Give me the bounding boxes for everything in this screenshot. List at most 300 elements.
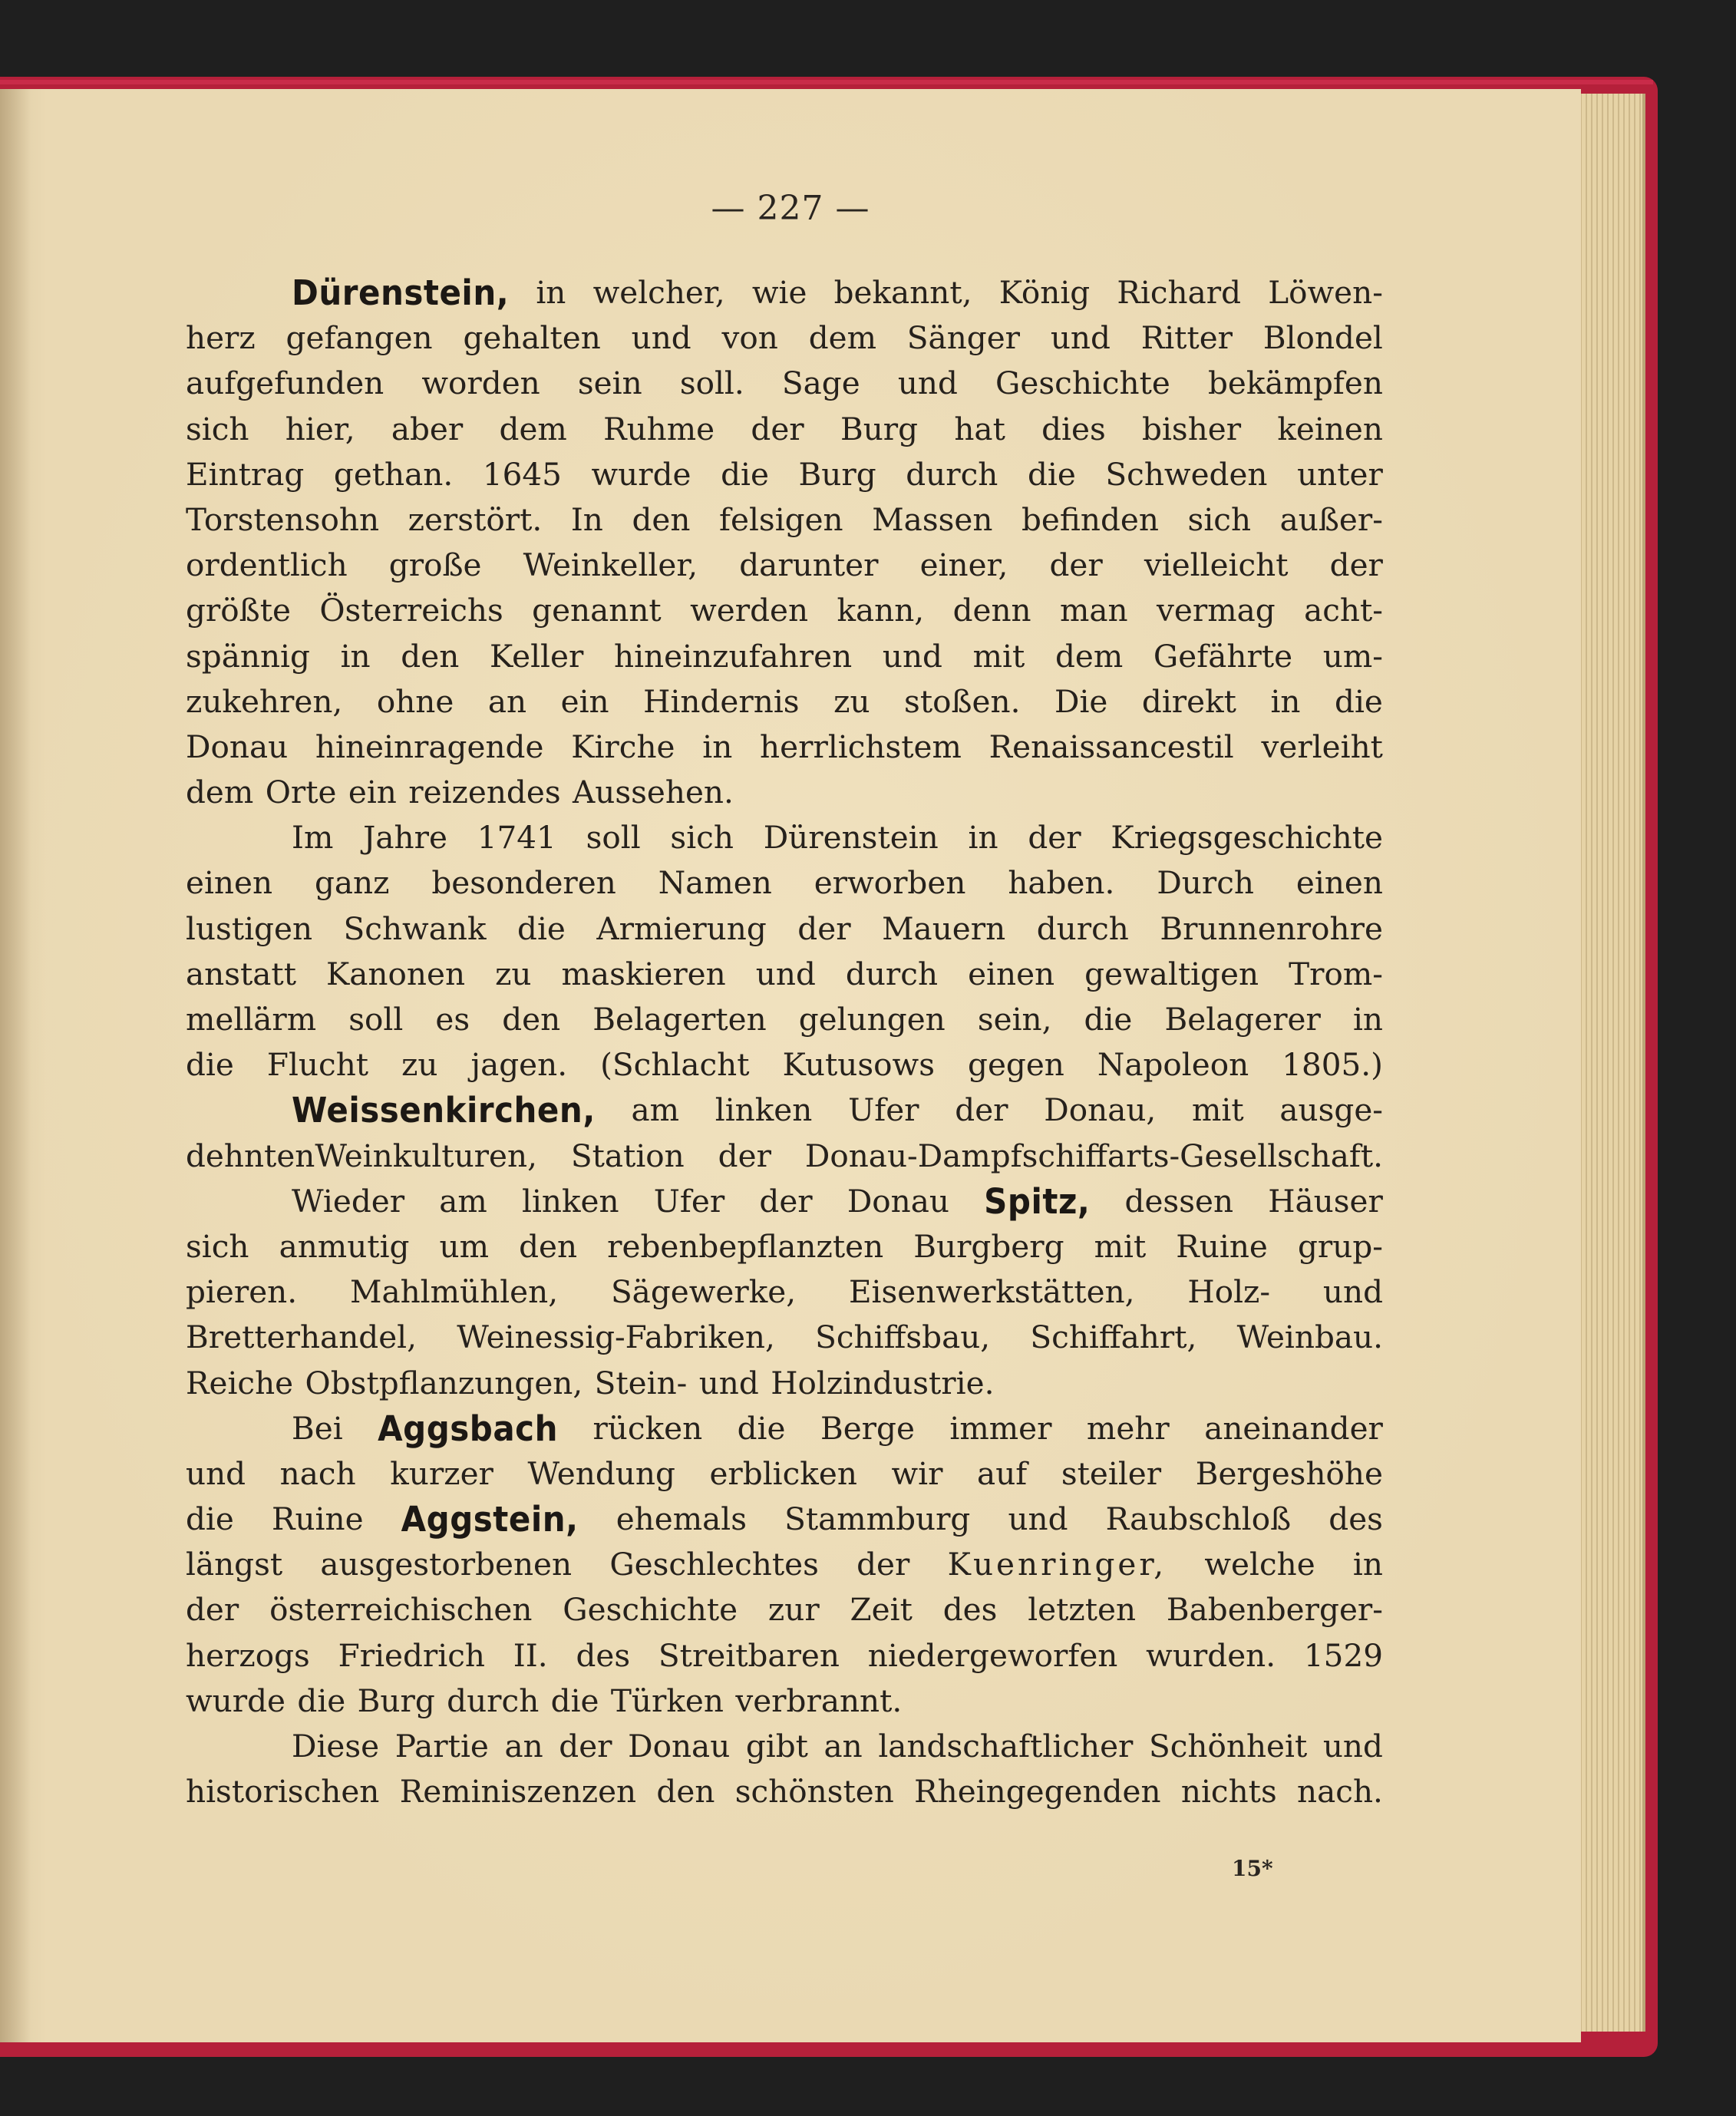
word: Orte	[265, 774, 337, 811]
word: Kanonen	[326, 955, 466, 992]
word: kurzer	[390, 1454, 493, 1492]
word: Gefährte	[1153, 637, 1293, 675]
word: welche	[1204, 1546, 1315, 1583]
word: verleiht	[1261, 728, 1383, 765]
word: Mahlmühlen,	[349, 1273, 559, 1311]
word: durch	[906, 455, 998, 493]
word: Schweden	[1105, 455, 1268, 493]
word: in	[968, 819, 998, 857]
text-line	[186, 1315, 1383, 1360]
word: stoßen.	[904, 682, 1021, 720]
word: Diese	[292, 1728, 380, 1764]
word: Streitbaren	[658, 1636, 840, 1674]
word: sich	[186, 1227, 249, 1265]
word: wie	[751, 274, 807, 311]
word: Burg	[798, 455, 876, 493]
word: vermag	[1157, 592, 1276, 629]
text-line	[186, 1451, 1383, 1497]
word: sich	[186, 410, 249, 447]
word: große	[388, 546, 482, 584]
word: gelungen	[798, 1001, 946, 1038]
word: in	[1352, 1001, 1383, 1038]
word: Flucht	[266, 1046, 369, 1084]
word: immer	[949, 1409, 1052, 1447]
word: Dürenstein	[763, 819, 939, 857]
word: pieren.	[186, 1273, 298, 1311]
word: einen	[1295, 864, 1383, 902]
word: an	[504, 1728, 543, 1764]
word: auf	[977, 1454, 1028, 1492]
word: haben.	[1008, 864, 1115, 902]
word: Im	[292, 819, 334, 857]
word: rücken	[592, 1409, 703, 1447]
word: wurde	[591, 455, 691, 493]
word: Wieder	[292, 1182, 405, 1220]
word: Stammburg	[784, 1500, 971, 1538]
text-line	[186, 1088, 1383, 1133]
word: Brunnenrohre	[1160, 909, 1383, 947]
word: II.	[513, 1636, 548, 1674]
word: letzten	[1028, 1591, 1137, 1629]
word: ehemals	[616, 1500, 747, 1538]
word: welcher,	[592, 274, 725, 311]
word: jagen.	[470, 1046, 568, 1084]
text-line	[186, 1724, 1383, 1769]
word: Bei	[292, 1409, 343, 1447]
word: grup-	[1297, 1227, 1383, 1265]
word: landschaftlicher	[878, 1728, 1134, 1764]
word: denn	[952, 592, 1031, 629]
word: um-	[1322, 637, 1383, 675]
text-line	[186, 1497, 1383, 1542]
word: zur	[767, 1591, 820, 1629]
word: gegen	[968, 1046, 1064, 1084]
word: des	[576, 1636, 631, 1674]
word: nach.	[1297, 1773, 1383, 1811]
word: und	[1008, 1500, 1068, 1538]
word: außer-	[1279, 500, 1383, 538]
word: gethan.	[333, 455, 454, 493]
word: in	[1270, 682, 1301, 720]
word: der	[1028, 819, 1081, 857]
place-name: Aggsbach	[378, 1408, 558, 1449]
word: Schwank	[343, 909, 487, 947]
word: den	[519, 1227, 578, 1265]
gutter-shadow	[0, 89, 31, 2042]
word: aber	[391, 410, 464, 447]
word: gehalten	[463, 319, 601, 357]
text-line	[186, 634, 1383, 679]
word: mit	[1094, 1227, 1147, 1265]
word: dem	[808, 319, 876, 357]
word: zu	[495, 955, 532, 992]
word: Schönheit	[1149, 1728, 1308, 1764]
word: Donau-Dampfschiffarts-Gesellschaft.	[804, 1137, 1383, 1174]
word: Kriegsgeschichte	[1111, 819, 1383, 857]
word: keinen	[1277, 410, 1383, 447]
word: historischen	[186, 1773, 380, 1811]
word: vielleicht	[1144, 546, 1289, 584]
word: Österreichs	[319, 592, 503, 629]
word: Türken	[610, 1682, 724, 1719]
text-line	[186, 543, 1383, 588]
word: zerstört.	[408, 500, 543, 538]
word: Richard	[1117, 274, 1242, 311]
word: der	[559, 1728, 612, 1764]
word: Durch	[1157, 864, 1254, 902]
word: dies	[1041, 410, 1106, 447]
word: mellärm	[186, 1001, 317, 1038]
word: Weinbau.	[1236, 1319, 1383, 1356]
word: um	[439, 1227, 490, 1265]
word: Geschlechtes	[609, 1546, 819, 1583]
word: Blondel	[1262, 319, 1383, 357]
word: sein	[577, 365, 642, 402]
word: Löwen-	[1268, 274, 1383, 311]
word: mit	[972, 637, 1025, 675]
word: österreichischen	[269, 1591, 533, 1629]
word: Namen	[658, 864, 772, 902]
text-line	[186, 860, 1383, 906]
word: unter	[1297, 455, 1383, 493]
word: Eisenwerkstätten,	[848, 1273, 1135, 1311]
word: einen	[186, 864, 273, 902]
word: Holz-	[1187, 1273, 1271, 1311]
word: Burg	[357, 1682, 435, 1719]
word: bekannt,	[833, 274, 972, 311]
word: befinden	[1021, 500, 1159, 538]
word: an	[823, 1728, 863, 1764]
word: größte	[186, 592, 291, 629]
word: gibt	[745, 1728, 808, 1764]
word: und	[631, 319, 691, 357]
word: acht-	[1304, 592, 1383, 629]
word: Geschichte	[563, 1591, 738, 1629]
word: und	[882, 637, 942, 675]
text-line	[186, 1769, 1383, 1814]
word: Ufer	[653, 1182, 725, 1220]
word: Eintrag	[186, 455, 305, 493]
word: herrlichstem	[760, 728, 962, 765]
word: darunter	[739, 546, 879, 584]
word: 1805.)	[1282, 1046, 1383, 1084]
word: wurden.	[1146, 1636, 1276, 1674]
word: Weinkeller,	[523, 546, 698, 584]
word: (Schlacht	[600, 1046, 750, 1084]
word: der	[186, 1591, 239, 1629]
text-line	[186, 588, 1383, 633]
word: Mauern	[882, 909, 1006, 947]
word: sich	[1187, 500, 1252, 538]
word: Jahre	[363, 819, 447, 857]
word: Partie	[394, 1728, 489, 1764]
word: Bergeshöhe	[1195, 1454, 1383, 1492]
word: Keller	[489, 637, 584, 675]
word: an	[487, 682, 527, 720]
word: man	[1060, 592, 1128, 629]
word: der	[797, 909, 851, 947]
word: mit	[1192, 1091, 1244, 1129]
word: linken	[715, 1091, 813, 1129]
text-line	[186, 270, 1383, 315]
text-line	[186, 315, 1383, 361]
text-line	[186, 997, 1383, 1042]
word: die	[550, 1682, 599, 1719]
word: gefangen	[285, 319, 433, 357]
word: Renaissancestil	[988, 728, 1234, 765]
word: die	[186, 1500, 234, 1538]
word: den	[632, 500, 691, 538]
word: einen	[968, 955, 1055, 992]
text-line	[186, 407, 1383, 452]
word: der	[1049, 546, 1103, 584]
word: in	[340, 637, 371, 675]
word: ausgestorbenen	[320, 1546, 573, 1583]
word: und	[186, 1454, 246, 1492]
text-line	[186, 725, 1383, 770]
word: dehntenWeinkulturen,	[186, 1137, 537, 1174]
word: der	[955, 1091, 1008, 1129]
word: Rheingegenden	[914, 1773, 1161, 1811]
word: wir	[891, 1454, 943, 1492]
word: erblicken	[709, 1454, 857, 1492]
word: hat	[954, 410, 1005, 447]
word: Schiffahrt,	[1030, 1319, 1197, 1356]
text-line	[186, 1134, 1383, 1179]
word: Geschichte	[995, 365, 1170, 402]
word: schönsten	[734, 1773, 894, 1811]
text-line	[186, 1406, 1383, 1451]
word: ausge-	[1279, 1091, 1383, 1129]
word: dem	[1054, 637, 1124, 675]
word: sich	[670, 819, 734, 857]
word: in	[1352, 1546, 1383, 1583]
word: soll.	[679, 365, 744, 402]
word: Aussehen.	[573, 774, 734, 811]
word: hineinragende	[315, 728, 544, 765]
word: Sägewerke,	[610, 1273, 797, 1311]
word: niedergeworfen	[867, 1636, 1118, 1674]
word: Schiffsbau,	[815, 1319, 991, 1356]
word: 1741	[477, 819, 556, 857]
word: den	[401, 637, 460, 675]
word: Berge	[820, 1409, 915, 1447]
text-line	[186, 1042, 1383, 1088]
text-line	[186, 1679, 1383, 1724]
word: des	[1328, 1500, 1383, 1538]
word: soll	[348, 1001, 404, 1038]
word: einer,	[919, 546, 1008, 584]
word: maskieren	[561, 955, 726, 992]
text-line	[186, 815, 1383, 860]
signature-mark: 15*	[1232, 1856, 1273, 1881]
word: Kutusows	[782, 1046, 935, 1084]
word: Napoleon	[1097, 1046, 1249, 1084]
word: Belagerten	[592, 1001, 767, 1038]
word: durch	[447, 1682, 540, 1719]
word: bekämpfen	[1208, 365, 1383, 402]
word: anmutig	[279, 1227, 410, 1265]
word: ein	[348, 774, 397, 811]
word: werden	[690, 592, 809, 629]
word: dessen	[1124, 1182, 1234, 1220]
word: wurde	[186, 1682, 286, 1719]
word: Reminiszenzen	[399, 1773, 637, 1811]
word: der	[718, 1137, 771, 1174]
word: Sänger	[906, 319, 1021, 357]
word: gewaltigen	[1084, 955, 1259, 992]
word: 1645	[482, 455, 562, 493]
word: Massen	[872, 500, 993, 538]
page-number: — 227 —	[711, 189, 870, 228]
word: Station	[570, 1137, 685, 1174]
word: Zeit	[850, 1591, 913, 1629]
word: durch	[845, 955, 939, 992]
word: es	[435, 1001, 470, 1038]
body-text	[186, 270, 1383, 1814]
word: die	[517, 909, 566, 947]
word: ganz	[314, 864, 390, 902]
word: den	[502, 1001, 561, 1038]
word: sein,	[977, 1001, 1052, 1038]
word: Friedrich	[338, 1636, 486, 1674]
word: und	[755, 955, 816, 992]
word: soll	[586, 819, 641, 857]
word: 1529	[1303, 1636, 1383, 1674]
word: zu	[833, 682, 870, 720]
word: Ritter	[1140, 319, 1233, 357]
word: genannt	[532, 592, 662, 629]
word: die	[297, 1682, 346, 1719]
word: zukehren,	[186, 682, 343, 720]
word: kann,	[837, 592, 925, 629]
word: linken	[522, 1182, 619, 1220]
word: Obstpflanzungen,	[305, 1364, 583, 1401]
word: anstatt	[186, 955, 296, 992]
text-line	[186, 361, 1383, 406]
word: Burgberg	[913, 1227, 1064, 1265]
word: mehr	[1086, 1409, 1170, 1447]
word: die	[186, 1046, 234, 1084]
word: Die	[1054, 682, 1108, 720]
word: herz	[186, 319, 256, 357]
word: lustigen	[186, 909, 313, 947]
word: Kuenringer,	[947, 1546, 1167, 1583]
word: worden	[421, 365, 540, 402]
word: ohne	[376, 682, 454, 720]
binding-edge	[0, 80, 1653, 84]
word: Hindernis	[643, 682, 800, 720]
word: die	[1335, 682, 1383, 720]
word: Donau	[847, 1182, 949, 1220]
place-name: Aggstein,	[401, 1499, 579, 1540]
word: die	[1027, 455, 1076, 493]
word: Ruine	[1176, 1227, 1268, 1265]
word: In	[570, 500, 603, 538]
word: zu	[401, 1046, 438, 1084]
word: dem	[499, 410, 567, 447]
word: Torstensohn	[186, 500, 380, 538]
word: die	[737, 1409, 786, 1447]
word: in	[536, 274, 566, 311]
word: Stein-	[594, 1364, 688, 1401]
text-line	[186, 452, 1383, 497]
word: Holzindustrie.	[771, 1364, 995, 1401]
text-line	[186, 1587, 1383, 1632]
word: Kirche	[571, 728, 675, 765]
word: dem	[186, 774, 254, 811]
word: die	[1084, 1001, 1133, 1038]
word: Trom-	[1289, 955, 1383, 992]
word: direkt	[1141, 682, 1236, 720]
text-line	[186, 770, 1383, 815]
word: des	[942, 1591, 998, 1629]
word: Babenberger-	[1166, 1591, 1383, 1629]
text-line	[186, 1361, 1383, 1406]
text-line	[186, 1542, 1383, 1587]
word: Reiche	[186, 1364, 294, 1401]
word: Ufer	[848, 1091, 919, 1129]
word: und	[1050, 319, 1111, 357]
text-line	[186, 497, 1383, 543]
word: Burg	[840, 410, 919, 447]
word: und	[1322, 1728, 1383, 1764]
word: in	[702, 728, 733, 765]
word: Weinessig-Fabriken,	[457, 1319, 775, 1356]
word: Bretterhandel,	[186, 1319, 417, 1356]
word: hier,	[285, 410, 355, 447]
word: verbrannt.	[735, 1682, 903, 1719]
word: am	[439, 1182, 487, 1220]
word: nach	[279, 1454, 356, 1492]
word: ordentlich	[186, 546, 348, 584]
word: Raubschloß	[1105, 1500, 1292, 1538]
word: reizendes	[408, 774, 561, 811]
word: Ruhme	[603, 410, 715, 447]
word: Donau,	[1044, 1091, 1157, 1129]
word: Wendung	[527, 1454, 675, 1492]
word: aufgefunden	[186, 365, 384, 402]
word: von	[721, 319, 778, 357]
word: ein	[560, 682, 609, 720]
word: der	[759, 1182, 813, 1220]
word: und	[1322, 1273, 1383, 1311]
word: die	[721, 455, 769, 493]
word: spännig	[186, 637, 310, 675]
word: aneinander	[1204, 1409, 1383, 1447]
word: steiler	[1061, 1454, 1162, 1492]
word: hineinzufahren	[614, 637, 853, 675]
word: Häuser	[1268, 1182, 1383, 1220]
word: erworben	[814, 864, 966, 902]
word: Ruine	[271, 1500, 364, 1538]
word: Armierung	[596, 909, 767, 947]
word: Belagerer	[1164, 1001, 1321, 1038]
word: der	[751, 410, 804, 447]
word: und	[897, 365, 958, 402]
text-line	[186, 1224, 1383, 1269]
place-name: Spitz,	[984, 1180, 1091, 1222]
word: durch	[1036, 909, 1129, 947]
word: Donau	[628, 1728, 731, 1764]
word: besonderen	[431, 864, 616, 902]
word: Donau	[186, 728, 289, 765]
text-line	[186, 1179, 1383, 1224]
text-line	[186, 1269, 1383, 1315]
word: am	[631, 1091, 680, 1129]
text-line	[186, 906, 1383, 952]
place-name: Dürenstein,	[292, 272, 510, 313]
